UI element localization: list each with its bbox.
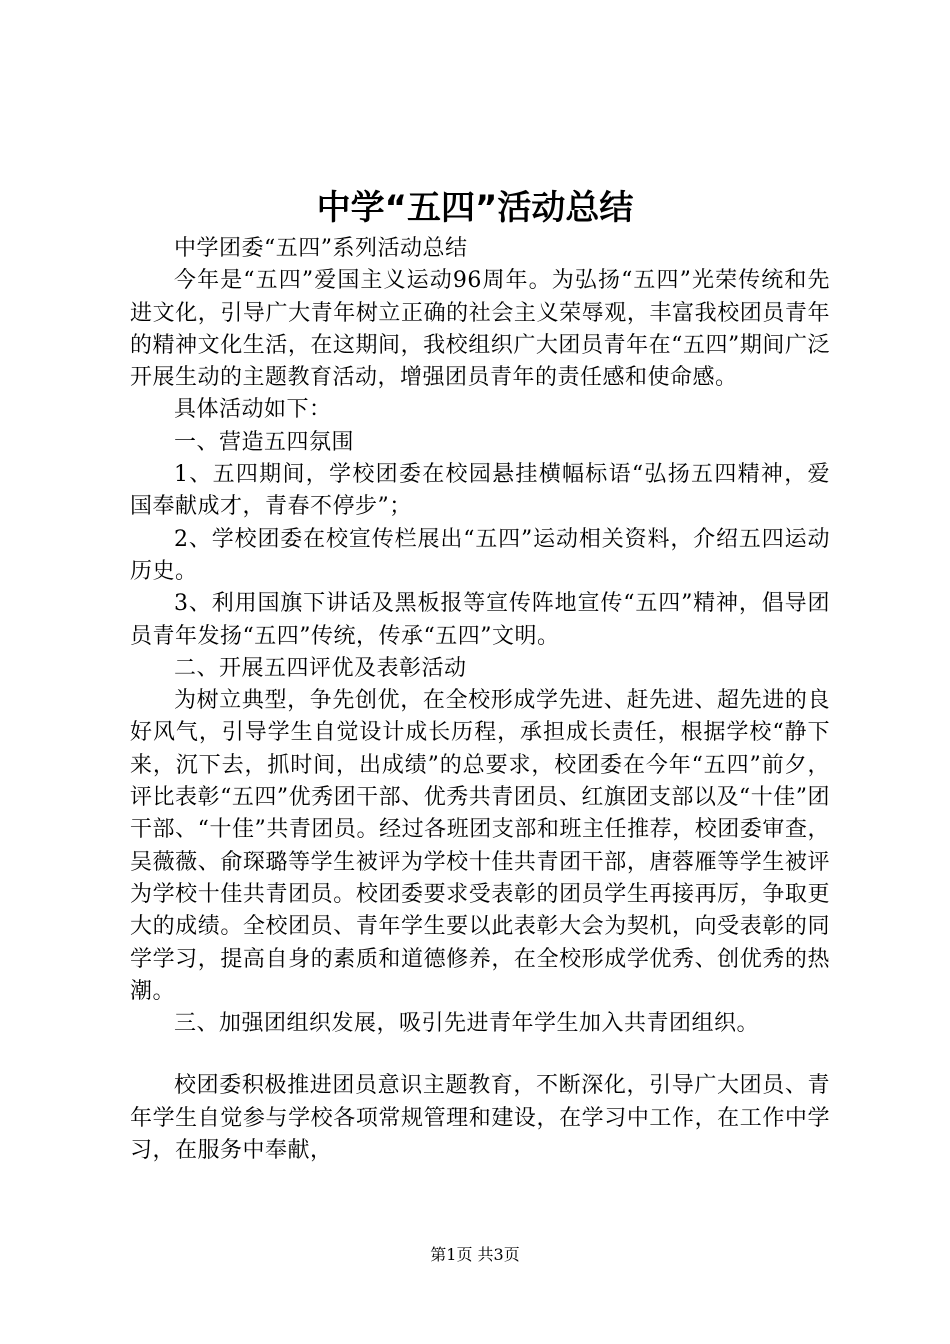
document-title: 中学“五四”活动总结 xyxy=(316,188,634,228)
paragraph-activities-heading: 具体活动如下： xyxy=(174,397,332,423)
page-number-footer: 第1页 共3页 xyxy=(430,1245,520,1264)
paragraph-organization: 校团委积极推进团员意识主题教育，不断深化，引导广大团员、青年学生自觉参与学校各项常规管理和建设，在学习中工作，在工作中学习，在服务中奉献， xyxy=(130,1073,830,1164)
section-heading-2: 二、开展五四评优及表彰活动 xyxy=(174,655,467,681)
document-body xyxy=(130,233,830,1167)
paragraph-awards: 为树立典型，争先创优，在全校形成学先进、赶先进、超先进的良好风气，引导学生自觉设计成长历程，承担成长责任，根据学校“静下来，沉下去，抓时间，出成绩”的总要求，校团委在今年“五四”前夕，评比表彰“五四”优秀团干部、优秀共青团员、红旗团支部以及“十佳”团干部、“十佳”共青团员。经过各班团支部和班主任推荐，校团委审查，吴薇薇、俞琛璐等学生被评为学校十佳共青团干部，唐蓉雁等学生被评为学校十佳共青团员。校团委要求受表彰的团员学生再接再厉，争取更大的成绩。全校团员、青年学生要以此表彰大会为契机，向受表彰的同学学习，提高自身的素质和道德修养，在全校形成学优秀、创优秀的热潮。 xyxy=(130,688,830,1004)
paragraph-subtitle: 中学团委“五四”系列活动总结 xyxy=(174,236,468,261)
section-heading-1: 一、营造五四氛围 xyxy=(174,429,355,455)
list-item-2: 2、学校团委在校宣传栏展出“五四”运动相关资料，介绍五四运动历史。 xyxy=(130,526,830,584)
section-heading-3: 三、加强团组织发展，吸引先进青年学生加入共青团组织。 xyxy=(174,1011,760,1037)
list-item-3: 3、利用国旗下讲话及黑板报等宣传阵地宣传“五四”精神，倡导团员青年发扬“五四”传统，传承“五四”文明。 xyxy=(130,591,830,649)
paragraph-intro: 今年是“五四”爱国主义运动96周年。为弘扬“五四”光荣传统和先进文化，引导广大青年树立正确的社会主义荣辱观，丰富我校团员青年的精神文化生活，在这期间，我校组织广大团员青年在“五四”期间广泛开展生动的主题教育活动，增强团员青年的责任感和使命感。 xyxy=(130,268,830,391)
list-item-1: 1、五四期间，学校团委在校园悬挂横幅标语“弘扬五四精神，爱国奉献成才，青春不停步”； xyxy=(130,462,830,520)
